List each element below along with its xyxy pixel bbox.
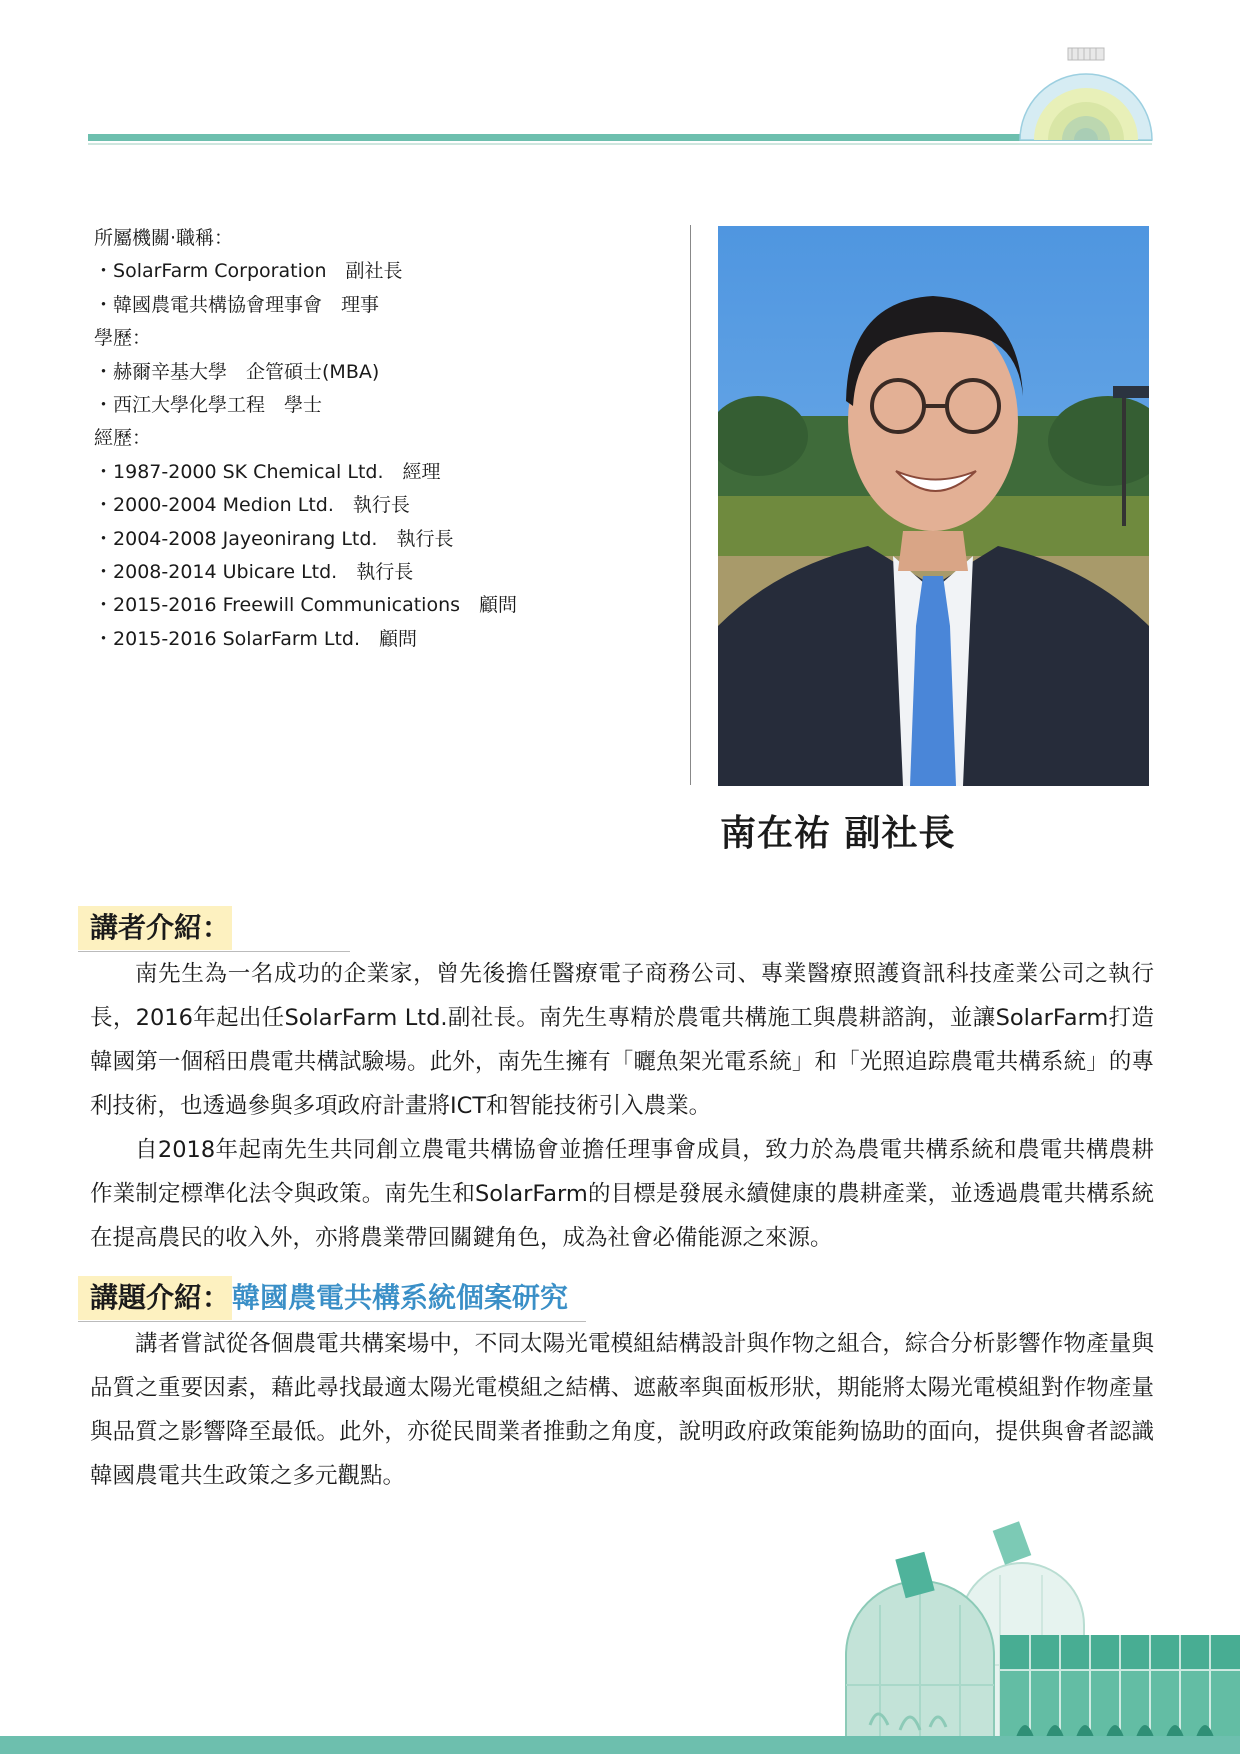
- info-line: ・ 2008-2014 Ubicare Ltd. 執行長: [94, 556, 654, 589]
- topic-paragraph: 講者嘗試從各個農電共構案場中，不同太陽光電模組結構設計與作物之組合，綜合分析影響作物產量與品質之重要因素，藉此尋找最適太陽光電模組之結構、遮蔽率與面板形狀，期能將太陽光電模組對作物產量與品質之影響降至最低。此外，亦從民間業者推動之角度，說明政府政策能夠協助的面向，提供與會者認識韓國農電共生政策之多元觀點。: [90, 1331, 1154, 1489]
- topic-heading: [78, 1276, 586, 1320]
- intro-paragraph: 南先生為一名成功的企業家，曾先後擔任醫療電子商務公司、專業醫療照護資訊科技產業公司之執行長，2016年起出任SolarFarm Ltd.副社長。南先生專精於農電共構施工與農耕諮詢，並讓SolarFarm打造韓國第一個稻田農電共構試驗場。此外，南先生擁有「曬魚架光電系統」和「光照追踪農電共構系統」的專利技術，也透過參與多項政府計畫將ICT和智能技術引入農業。: [90, 961, 1154, 1119]
- info-line: ・ SolarFarm Corporation 副社長: [94, 255, 654, 288]
- vertical-divider: [690, 225, 691, 785]
- info-line: ・ 2004-2008 Jayeonirang Ltd. 執行長: [94, 523, 654, 556]
- intro-paragraph: 自2018年起南先生共同創立農電共構協會並擔任理事會成員，致力於為農電共構系統和農電共構農耕作業制定標準化法令與政策。南先生和SolarFarm的目標是發展永續健康的農耕產業，並透過農電共構系統在提高農民的收入外，亦將農業帶回關鍵角色，成為社會必備能源之來源。: [90, 1137, 1154, 1251]
- info-line: 經歷：: [94, 427, 152, 450]
- greenhouse-illustration-icon: [840, 1515, 1240, 1740]
- info-line: 所屬機關‧職稱：: [94, 227, 234, 249]
- topic-title: 韓國農電共構系統個案研究: [232, 1281, 569, 1314]
- topic-body: [90, 1322, 1154, 1498]
- speaker-name: 南在祐 副社長: [720, 813, 956, 854]
- info-line: ・ 西江大學化學工程 學士: [94, 389, 654, 422]
- speaker-info: [94, 222, 654, 656]
- info-line: ・ 1987-2000 SK Chemical Ltd. 經理: [94, 456, 654, 489]
- speaker-photo: [718, 226, 1149, 786]
- info-line: ・ 2000-2004 Medion Ltd. 執行長: [94, 489, 654, 522]
- info-line: ・ 赫爾辛基大學 企管碩士(MBA): [94, 356, 654, 389]
- topic-heading-label: 講題介紹：: [78, 1276, 232, 1320]
- dome-greenhouse-icon: [1018, 44, 1154, 144]
- info-line: 學歷：: [94, 327, 152, 350]
- info-line: ・ 韓國農電共構協會理事會 理事: [94, 289, 654, 322]
- info-line: ・ 2015-2016 Freewill Communications 顧問: [94, 589, 654, 622]
- intro-heading: [78, 906, 350, 950]
- intro-body: [90, 952, 1154, 1260]
- footer-bar: [0, 1736, 1240, 1754]
- info-line: ・ 2015-2016 SolarFarm Ltd. 顧問: [94, 623, 654, 656]
- intro-heading-label: 講者介紹：: [78, 906, 232, 950]
- header-rule-thin: [88, 143, 1152, 145]
- header-rule: [88, 134, 1152, 141]
